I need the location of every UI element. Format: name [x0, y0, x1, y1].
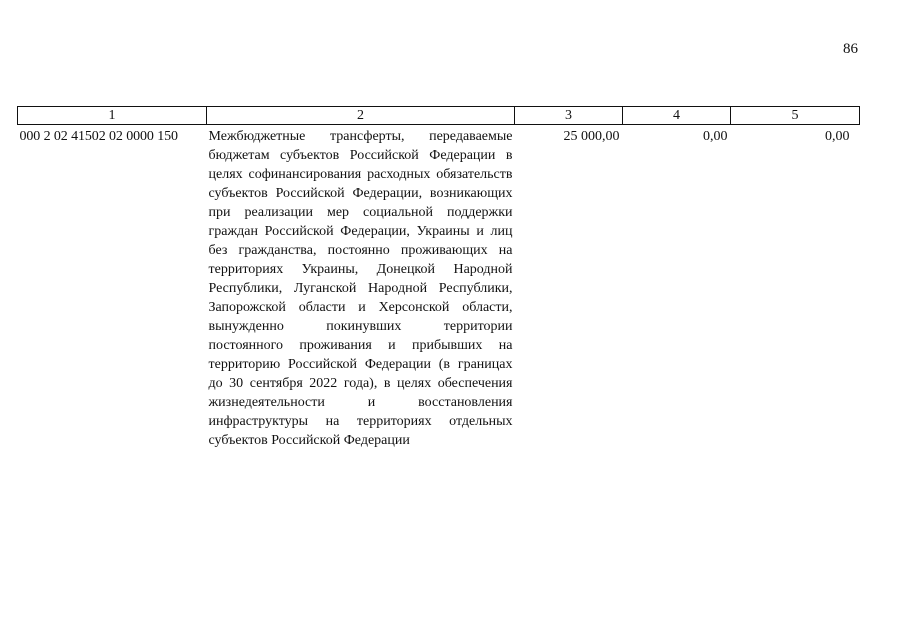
column-header-3: 3: [515, 107, 623, 125]
column-header-2: 2: [207, 107, 515, 125]
column-header-5: 5: [731, 107, 860, 125]
table-header-row: [18, 107, 860, 125]
description-cell: Межбюджетные трансферты, передаваемые бюджетам субъектов Российской Федерации в целях софинансирования расходных обязательств субъектов Российской Федерации, возникающих при реализации мер социальной поддержки граждан Российской Федерации, Украины и лиц без гражданства, постоянно проживающих на территориях Украины, Донецкой Народной Республики, Луганской Народной Республики, Запорожской области и Херсонской области, вынужденно покинувших территории постоянного проживания и прибывших на территорию Российской Федерации (в границах до 30 сентября 2022 года), в целях обеспечения жизнедеятельности и восстановления инфраструктуры на территориях отдельных субъектов Российской Федерации: [208, 129, 513, 448]
budget-table: [17, 106, 860, 450]
amount-col3-cell: 25 000,00: [563, 129, 620, 144]
budget-code-cell: 000 2 02 41502 02 0000 150: [19, 129, 178, 144]
table-row: [18, 125, 860, 451]
amount-col5-cell: 0,00: [825, 129, 850, 144]
column-header-4: 4: [623, 107, 731, 125]
column-header-1: 1: [18, 107, 207, 125]
page-number: 86: [843, 41, 858, 57]
amount-col4-cell: 0,00: [703, 129, 728, 144]
